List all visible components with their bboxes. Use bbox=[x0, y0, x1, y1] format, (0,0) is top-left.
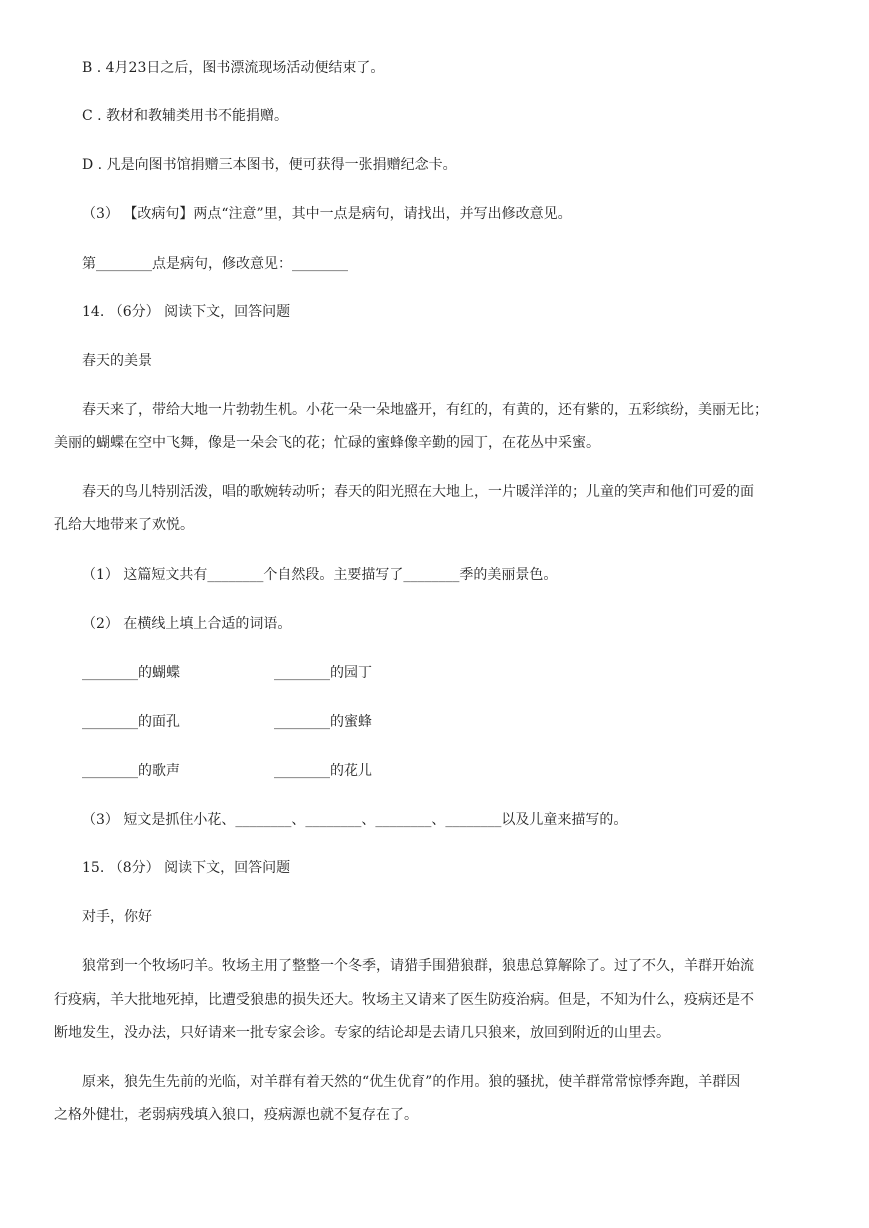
passage-15-para1-line3: 断地发生，没办法，只好请来一批专家会诊。专家的结论却是去请几只狼来，放回到附近的山里去。 bbox=[54, 1025, 670, 1041]
question-13-3: （3） 【改病句】两点“注意”里，其中一点是病句，请找出，并写出修改意见。 bbox=[82, 206, 572, 222]
passage-15-para1-line1: 狼常到一个牧场叼羊。牧场主用了整整一个冬季，请猎手围猎狼群，狼患总算解除了。过了不久，羊群开始流 bbox=[82, 958, 754, 974]
question-14-2: （2） 在横线上填上合适的词语。 bbox=[82, 616, 292, 632]
option-b: B . 4月23日之后，图书漂流现场活动便结束了。 bbox=[82, 60, 385, 76]
question-15-header: 15. （8分） 阅读下文，回答问题 bbox=[82, 860, 291, 876]
fill-blank-song: ________的歌声 bbox=[82, 763, 180, 779]
option-d: D . 凡是向图书馆捐赠三本图书，便可获得一张捐赠纪念卡。 bbox=[82, 157, 457, 173]
fill-blank-gardener: ________的园丁 bbox=[274, 665, 372, 681]
passage-14-title: 春天的美景 bbox=[82, 353, 152, 369]
question-14-header: 14. （6分） 阅读下文，回答问题 bbox=[82, 304, 291, 320]
question-13-3-answer: 第________点是病句，修改意见：________ bbox=[82, 256, 348, 272]
passage-14-para1-line1: 春天来了，带给大地一片勃勃生机。小花一朵一朵地盛开，有红的，有黄的，还有紫的，五彩缤纷，美丽无比； bbox=[82, 402, 768, 418]
passage-14-para2-line2: 孔给大地带来了欢悦。 bbox=[54, 517, 194, 533]
passage-14-para2-line1: 春天的鸟儿特别活泼，唱的歌婉转动听；春天的阳光照在大地上，一片暖洋洋的；儿童的笑声和他们可爱的面 bbox=[82, 484, 754, 500]
fill-blank-bee: ________的蜜蜂 bbox=[274, 714, 372, 730]
fill-blank-butterfly: ________的蝴蝶 bbox=[82, 665, 180, 681]
passage-14-para1-line2: 美丽的蝴蝶在空中飞舞，像是一朵会飞的花；忙碌的蜜蜂像辛勤的园丁，在花丛中采蜜。 bbox=[54, 435, 600, 451]
question-14-1: （1） 这篇短文共有________个自然段。主要描写了________季的美丽景色。 bbox=[82, 567, 558, 583]
fill-blank-flower: ________的花儿 bbox=[274, 763, 372, 779]
fill-blank-face: ________的面孔 bbox=[82, 714, 180, 730]
option-c: C . 教材和教辅类用书不能捐赠。 bbox=[82, 108, 289, 124]
passage-15-para2-line1: 原来，狼先生先前的光临，对羊群有着天然的“优生优育”的作用。狼的骚扰，使羊群常常惊悸奔跑，羊群因 bbox=[82, 1074, 741, 1090]
passage-15-para1-line2: 行疫病，羊大批地死掉，比遭受狼患的损失还大。牧场主又请来了医生防疫治病。但是，不知为什么，疫病还是不 bbox=[54, 992, 754, 1008]
passage-15-para2-line2: 之格外健壮，老弱病残填入狼口，疫病源也就不复存在了。 bbox=[54, 1107, 418, 1123]
passage-15-title: 对手，你好 bbox=[82, 909, 152, 925]
question-14-3: （3） 短文是抓住小花、________、________、________、________以及儿童来描写的。 bbox=[82, 812, 628, 828]
